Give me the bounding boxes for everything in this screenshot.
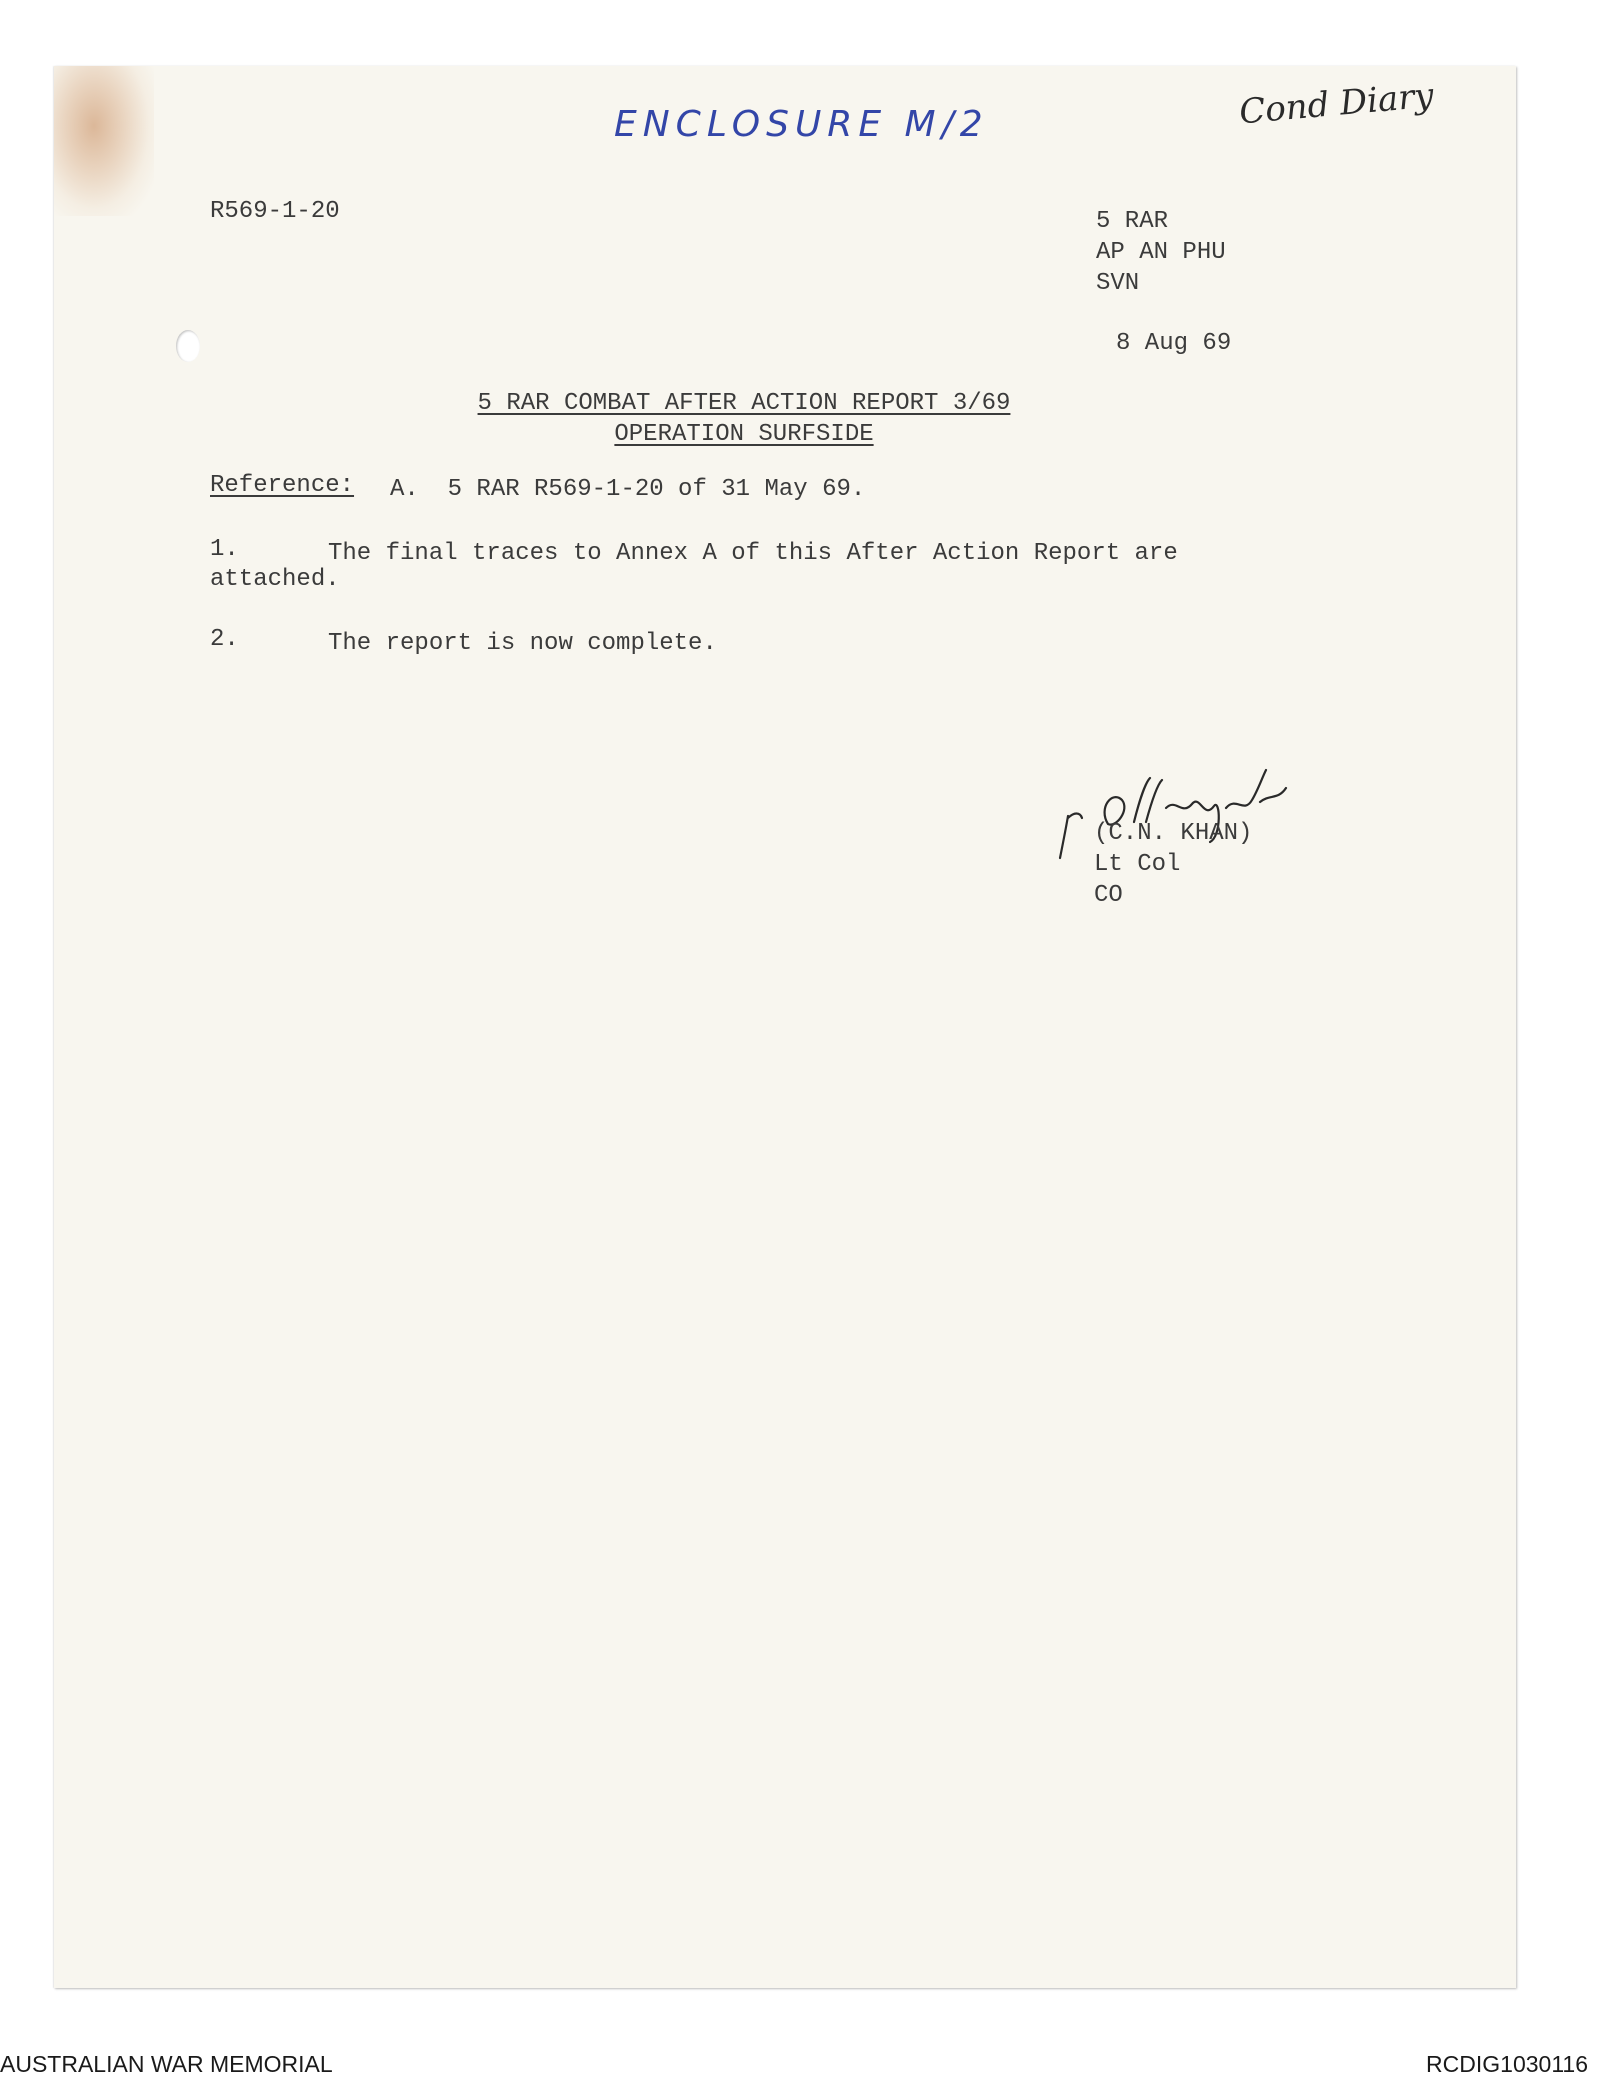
signature-appointment: CO (1094, 882, 1123, 909)
signature-rank: Lt Col (1094, 851, 1181, 878)
reference-text: A. 5 RAR R569-1-20 of 31 May 69. (390, 476, 866, 503)
address-line-country: SVN (1096, 270, 1140, 297)
enclosure-annotation: ENCLOSURE M/2 (614, 104, 989, 145)
address-line-unit: 5 RAR (1096, 208, 1169, 235)
punch-hole (176, 330, 200, 362)
paragraph-2-number: 2. (210, 626, 239, 653)
paragraph-2-text: The report is now complete. (328, 630, 717, 657)
report-title: 5 RAR COMBAT AFTER ACTION REPORT 3/69 (477, 390, 1011, 417)
rust-stain (54, 66, 154, 216)
reference-label: Reference: (210, 472, 355, 499)
file-reference: R569-1-20 (210, 198, 340, 225)
diary-annotation: Cond Diary (1237, 75, 1436, 133)
document-sheet (54, 66, 1516, 1988)
address-line-location: AP AN PHU (1096, 239, 1226, 266)
paragraph-1-number: 1. (210, 536, 239, 563)
paragraph-1-continuation: attached. (210, 566, 340, 593)
signature-name: (C.N. KHAN) (1094, 820, 1253, 847)
paragraph-1-text: The final traces to Annex A of this After Action Report are (328, 540, 1178, 567)
report-subtitle: OPERATION SURFSIDE (614, 421, 874, 448)
footer-archive-name: AUSTRALIAN WAR MEMORIAL (0, 2051, 333, 2077)
footer-item-id: RCDIG1030116 (1426, 2051, 1588, 2077)
letter-date: 8 Aug 69 (1116, 330, 1232, 357)
